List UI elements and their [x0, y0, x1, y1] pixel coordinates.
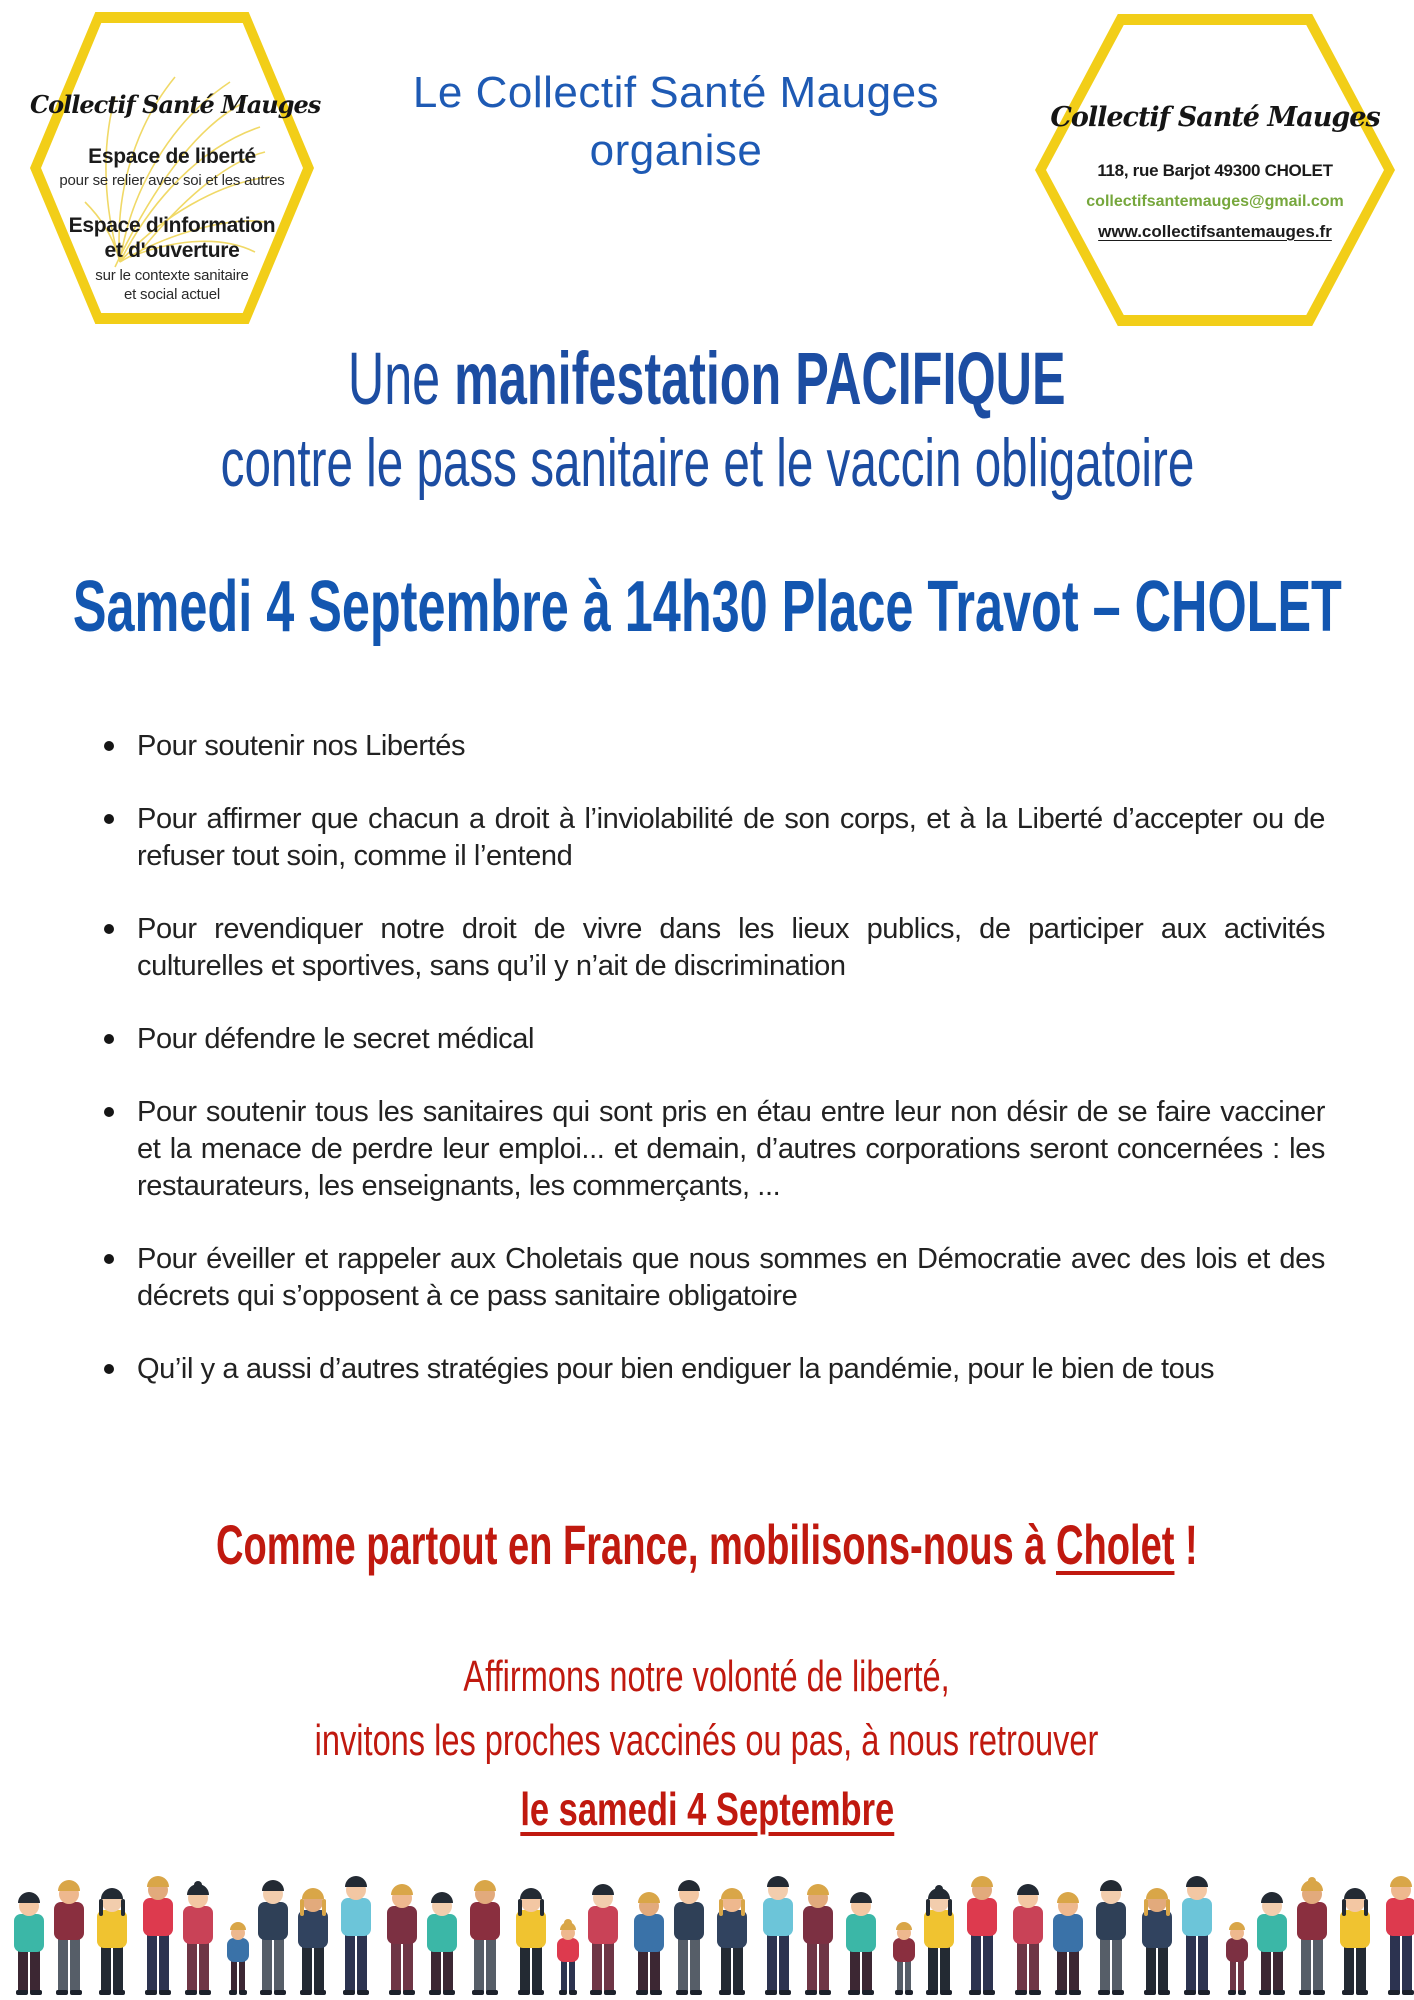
title-prefix: Une — [348, 337, 455, 420]
logo-left-block1-sub: pour se relier avec soi et les autres — [59, 172, 285, 189]
list-item: Pour soutenir tous les sanitaires qui sont pris en étau entre leur non désir de se faire vacciner et la menace de perdre leur emploi... et demain, d’autres corporations seront concernées : les restaurateurs, les enseignants, les commerçants, ... — [95, 1094, 1325, 1205]
cta-headline-city: Cholet — [1056, 1513, 1175, 1576]
logo-right-email-link[interactable]: collectifsantemauges@gmail.com — [1086, 193, 1344, 210]
list-item: Qu’il y a aussi d’autres stratégies pour bien endiguer la pandémie, pour le bien de tous — [95, 1351, 1325, 1388]
cta-line3 — [0, 1782, 1414, 1836]
event-date-line — [0, 566, 1414, 648]
logo-right-address: 118, rue Barjot 49300 CHOLET — [1097, 161, 1333, 180]
cta-line1-text: Affirmons notre volonté de liberté, — [463, 1652, 951, 1701]
header-organizer — [320, 64, 1032, 180]
list-item: Pour affirmer que chacun a droit à l’inviolabilité de son corps, et à la Liberté d’accepter ou de refuser tout soin, comme il l’entend — [95, 801, 1325, 875]
list-item: Pour revendiquer notre droit de vivre dans les lieux publics, de participer aux activités culturelles et sportives, sans qu’il y n’ait de discrimination — [95, 911, 1325, 985]
header-line2: organise — [589, 126, 763, 175]
list-item: Pour éveiller et rappeler aux Choletais que nous sommes en Démocratie avec des lois et des décrets qui s’opposent à ce pass sanitaire obligatoire — [95, 1241, 1325, 1315]
main-title-line1 — [0, 336, 1414, 421]
header-line1: Le Collectif Santé Mauges — [412, 68, 940, 117]
event-date-text: Samedi 4 Septembre à 14h30 Place Travot – CHOLET — [72, 567, 1342, 647]
list-item: Pour soutenir nos Libertés — [95, 728, 1325, 765]
main-title-line2 — [0, 424, 1414, 502]
logo-right-hexagon — [1035, 14, 1395, 326]
title-line2-text: contre le pass sanitaire et le vaccin obligatoire — [220, 425, 1194, 501]
logo-left-hexagon — [30, 12, 321, 324]
list-item: Pour défendre le secret médical — [95, 1021, 1325, 1058]
logo-left-block2-title-line2: et d'ouverture — [104, 239, 240, 262]
logo-left-block2-title-line1: Espace d'information — [68, 214, 276, 237]
logo-left-block2-sub-line1: sur le contexte sanitaire — [95, 267, 249, 284]
logo-left-block2-sub-line2: et social actuel — [123, 286, 221, 303]
logo-left-name: Collectif Santé Mauges — [30, 90, 321, 119]
crowd-illustration — [0, 1876, 1414, 2000]
logo-right-website-link[interactable]: www.collectifsantemauges.fr — [1098, 222, 1332, 241]
cta-headline-suffix: ! — [1174, 1513, 1198, 1576]
cta-line1 — [0, 1652, 1414, 1702]
cta-line3-text: le samedi 4 Septembre — [520, 1783, 894, 1835]
title-emphasis: manifestation PACIFIQUE — [454, 337, 1066, 420]
cta-headline-prefix: Comme partout en France, mobilisons-nous à — [216, 1513, 1057, 1576]
reasons-list — [95, 728, 1325, 1424]
logo-left-block1-title: Espace de liberté — [88, 145, 256, 168]
cta-line2 — [0, 1716, 1414, 1766]
cta-line2-text: invitons les proches vaccinés ou pas, à nous retrouver — [315, 1716, 1099, 1765]
logo-right-name: Collectif Santé Mauges — [1050, 102, 1380, 133]
cta-headline — [0, 1512, 1414, 1577]
